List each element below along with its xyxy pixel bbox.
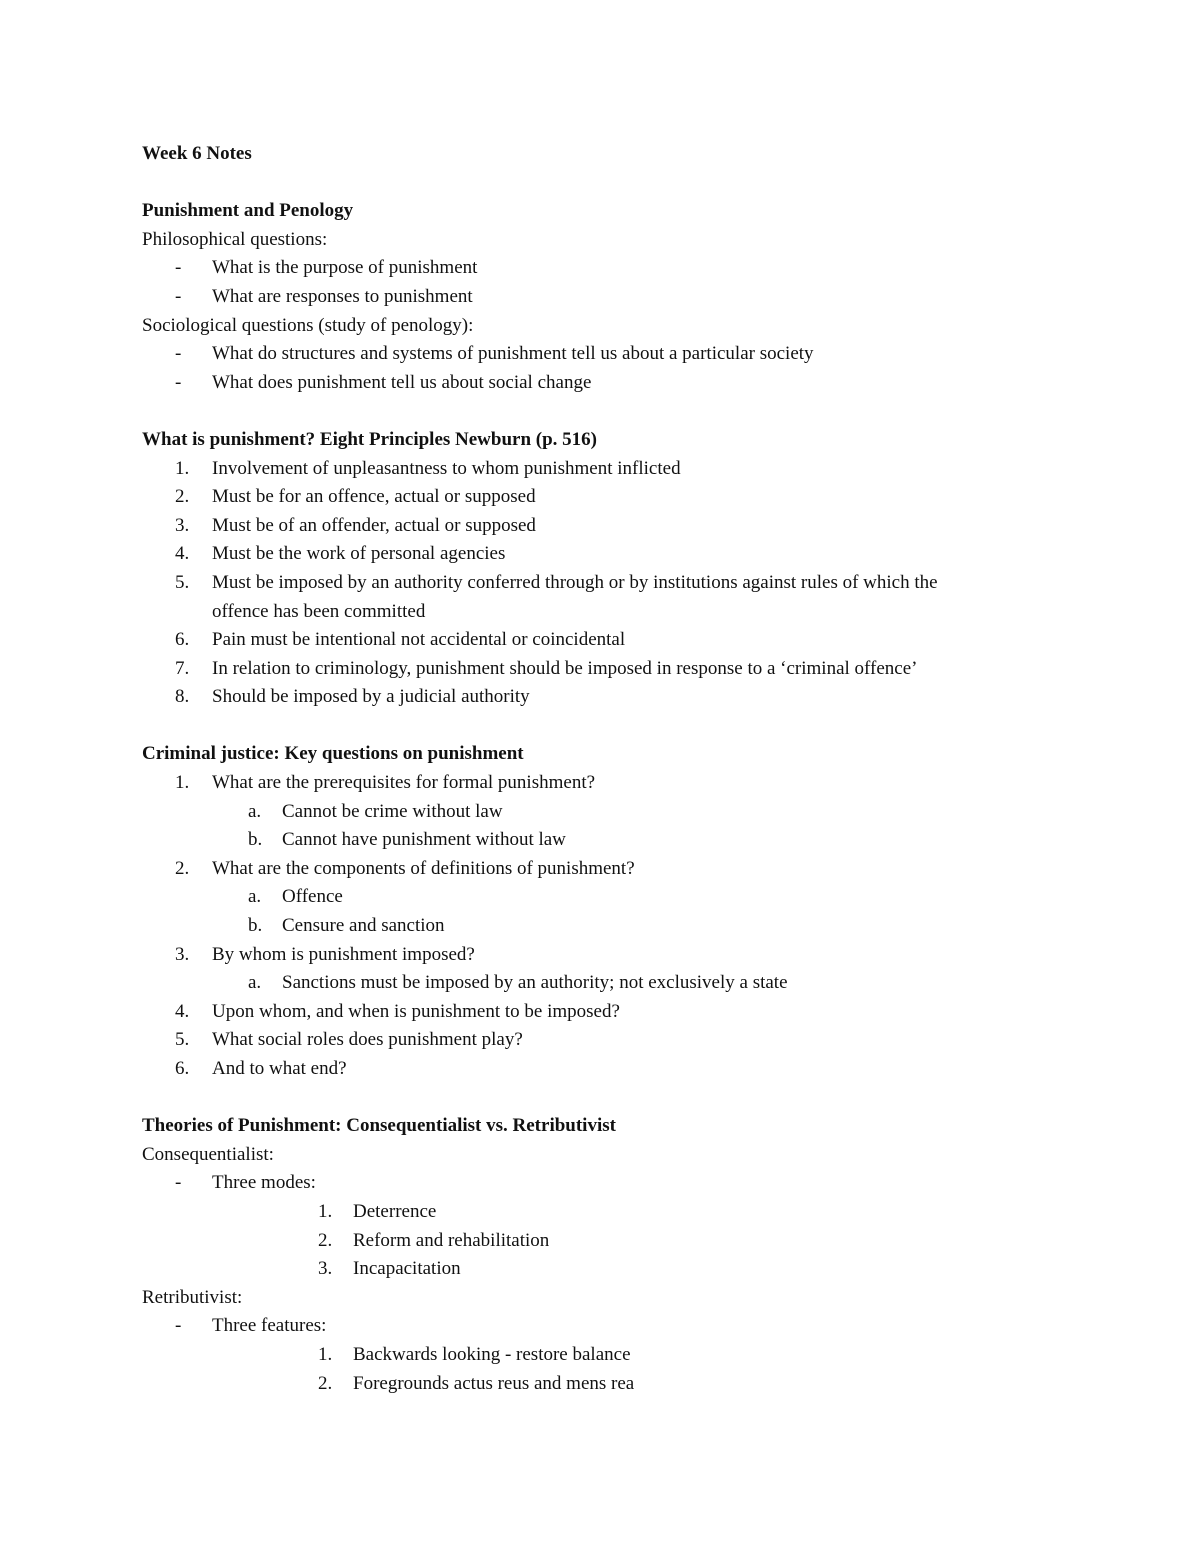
list-number: 2. xyxy=(318,1372,333,1394)
list-item-text: By whom is punishment imposed? xyxy=(212,943,475,965)
document-body xyxy=(142,140,1062,1398)
list-number: 4. xyxy=(175,1000,190,1022)
list-item-text: What are responses to punishment xyxy=(212,285,473,307)
list-number: 3. xyxy=(318,1258,333,1280)
list-item-text: Must be of an offender, actual or supposed xyxy=(212,514,536,536)
list-number: 1. xyxy=(175,772,190,794)
sub-list-item xyxy=(142,969,1062,998)
nested-list-item xyxy=(142,1341,1062,1370)
list-item-text: Three features: xyxy=(212,1315,327,1337)
list-letter: a. xyxy=(248,972,262,994)
list-item-text: Involvement of unpleasantness to whom punishment inflicted xyxy=(212,457,681,479)
list-item-text: And to what end? xyxy=(212,1058,347,1079)
list-item xyxy=(142,855,1062,884)
list-item xyxy=(142,1055,1062,1084)
dash-bullet: - xyxy=(175,285,182,307)
list-item xyxy=(142,626,1062,655)
list-number: 2. xyxy=(175,857,190,879)
list-item-text: What is the purpose of punishment xyxy=(212,257,478,279)
list-letter: b. xyxy=(248,829,263,851)
list-item xyxy=(142,941,1062,970)
sociological-label: Sociological questions (study of penology): xyxy=(142,314,474,336)
list-number: 2. xyxy=(175,486,190,508)
list-item-text: Three modes: xyxy=(212,1172,316,1194)
list-number: 3. xyxy=(175,943,190,965)
sub-list-item-text: Offence xyxy=(282,886,343,908)
dash-bullet: - xyxy=(175,257,182,279)
document-title: Week 6 Notes xyxy=(142,143,252,164)
section-heading-eight-principles: What is punishment? Eight Principles Newburn (p. 516) xyxy=(142,428,598,450)
nested-list-item xyxy=(142,1370,1062,1399)
list-item-text: Pain must be intentional not accidental or coincidental xyxy=(212,629,626,651)
nested-list-item xyxy=(142,1255,1062,1284)
list-item xyxy=(142,1026,1062,1055)
nested-list-item-text: Foregrounds actus reus and mens rea xyxy=(353,1372,635,1394)
dash-bullet: - xyxy=(175,1315,182,1337)
list-item xyxy=(142,1169,1062,1198)
list-item-text: What social roles does punishment play? xyxy=(212,1029,523,1051)
nested-list-item xyxy=(142,1198,1062,1227)
list-item xyxy=(142,569,1062,598)
section-heading-penology: Punishment and Penology xyxy=(142,200,354,222)
list-item xyxy=(142,455,1062,484)
list-number: 6. xyxy=(175,1058,190,1079)
spacer xyxy=(142,1084,1062,1113)
nested-list-item-text: Reform and rehabilitation xyxy=(353,1229,550,1251)
list-number: 1. xyxy=(318,1200,333,1222)
list-letter: a. xyxy=(248,800,262,822)
list-number: 7. xyxy=(175,657,190,679)
list-number: 1. xyxy=(318,1343,333,1365)
sub-list-item xyxy=(142,883,1062,912)
dash-bullet: - xyxy=(175,1172,182,1194)
list-item xyxy=(142,1312,1062,1341)
sub-list-item-text: Sanctions must be imposed by an authority; not exclusively a state xyxy=(282,972,788,994)
list-item xyxy=(142,254,1062,283)
list-item xyxy=(142,340,1062,369)
nested-list-item-text: Incapacitation xyxy=(353,1258,461,1280)
list-number: 1. xyxy=(175,457,190,479)
list-letter: b. xyxy=(248,915,263,937)
list-item xyxy=(142,483,1062,512)
list-item-text: In relation to criminology, punishment should be imposed in response to a ‘criminal offence’ xyxy=(212,657,918,679)
list-item-text: Should be imposed by a judicial authority xyxy=(212,686,530,708)
spacer xyxy=(142,169,1062,198)
list-item xyxy=(142,769,1062,798)
list-item-text: What are the prerequisites for formal punishment? xyxy=(212,772,596,794)
list-item-continuation: offence has been committed xyxy=(212,600,426,622)
nested-list-item-text: Deterrence xyxy=(353,1200,437,1222)
list-item-text: Must be the work of personal agencies xyxy=(212,543,506,565)
sub-list-item-text: Cannot have punishment without law xyxy=(282,829,566,851)
spacer xyxy=(142,397,1062,426)
nested-list-item xyxy=(142,1227,1062,1256)
list-number: 2. xyxy=(318,1229,333,1251)
list-letter: a. xyxy=(248,886,262,908)
list-item-text: Must be for an offence, actual or supposed xyxy=(212,486,536,508)
sub-list-item xyxy=(142,826,1062,855)
list-number: 5. xyxy=(175,571,190,593)
sub-list-item-text: Censure and sanction xyxy=(282,915,445,937)
list-item-text: What do structures and systems of punishment tell us about a particular society xyxy=(212,343,814,365)
list-item xyxy=(142,512,1062,541)
list-item-text: What are the components of definitions of punishment? xyxy=(212,857,635,879)
list-number: 3. xyxy=(175,514,190,536)
spacer xyxy=(142,712,1062,741)
sub-list-item-text: Cannot be crime without law xyxy=(282,800,503,822)
list-item xyxy=(142,283,1062,312)
list-item xyxy=(142,369,1062,398)
sub-list-item xyxy=(142,798,1062,827)
section-heading-theories: Theories of Punishment: Consequentialist vs. Retributivist xyxy=(142,1115,616,1137)
dash-bullet: - xyxy=(175,343,182,365)
list-item xyxy=(142,998,1062,1027)
list-item xyxy=(142,655,1062,684)
list-item-text: What does punishment tell us about social change xyxy=(212,371,592,393)
nested-list-item-text: Backwards looking - restore balance xyxy=(353,1343,631,1365)
section-heading-key-questions: Criminal justice: Key questions on punishment xyxy=(142,743,524,765)
philosophical-label: Philosophical questions: xyxy=(142,228,328,250)
retributivist-label: Retributivist: xyxy=(142,1286,243,1308)
list-number: 5. xyxy=(175,1029,190,1051)
list-number: 6. xyxy=(175,629,190,651)
sub-list-item xyxy=(142,912,1062,941)
list-item-text: Upon whom, and when is punishment to be imposed? xyxy=(212,1000,620,1022)
list-number: 8. xyxy=(175,686,190,708)
list-item xyxy=(142,540,1062,569)
list-item-text: Must be imposed by an authority conferred through or by institutions against rules of which the xyxy=(212,571,938,593)
dash-bullet: - xyxy=(175,371,182,393)
consequentialist-label: Consequentialist: xyxy=(142,1143,274,1165)
list-item xyxy=(142,683,1062,712)
list-number: 4. xyxy=(175,543,190,565)
